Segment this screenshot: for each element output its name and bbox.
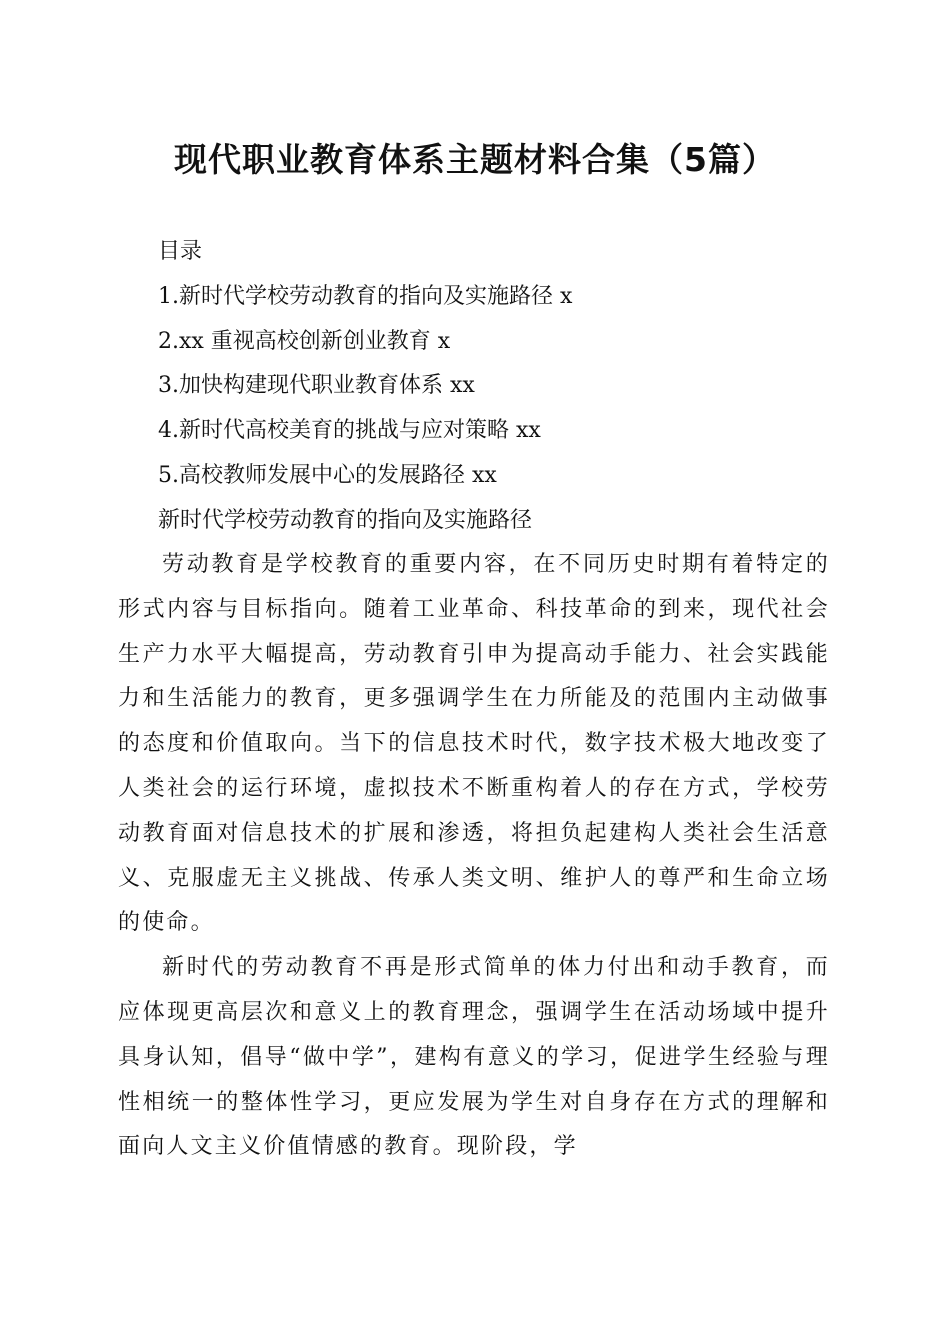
toc-item-5: 5.高校教师发展中心的发展路径 xx [158,462,497,488]
table-of-contents [158,230,838,499]
paragraph-1: 劳动教育是学校教育的重要内容，在不同历史时期有着特定的形式内容与目标指向。随着工业革命、科技革命的到来，现代社会生产力水平大幅提高，劳动教育引申为提高动手能力、社会实践能力和生活能力的教育，更多强调学生在力所能及的范围内主动做事的态度和价值取向。当下的信息技术时代，数字技术极大地改变了人类社会的运行环境，虚拟技术不断重构着人的存在方式，学校劳动教育面对信息技术的扩展和渗透，将担负起建构人类社会生活意义、克服虚无主义挑战、传承人类文明、维护人的尊严和生命立场的使命。 [118,552,830,936]
toc-item-3: 3.加快构建现代职业教育体系 xx [158,373,475,399]
article-body [118,543,830,1170]
paragraph-2: 新时代的劳动教育不再是形式简单的体力付出和动手教育，而应体现更高层次和意义上的教育理念，强调学生在活动场域中提升具身认知，倡导“做中学”，建构有意义的学习，促进学生经验与理性相统一的整体性学习，更应发展为学生对自身存在方式的理解和面向人文主义价值情感的教育。现阶段，学 [118,955,830,1160]
toc-item-1: 1.新时代学校劳动教育的指向及实施路径 x [158,283,573,309]
article-title: 新时代学校劳动教育的指向及实施路径 [158,508,533,533]
toc-item-4: 4.新时代高校美育的挑战与应对策略 xx [158,418,541,444]
document-title: 现代职业教育体系主题材料合集（5篇） [174,140,776,179]
toc-item-2: 2.xx 重视高校创新创业教育 x [158,328,451,354]
toc-heading: 目录 [158,239,203,264]
